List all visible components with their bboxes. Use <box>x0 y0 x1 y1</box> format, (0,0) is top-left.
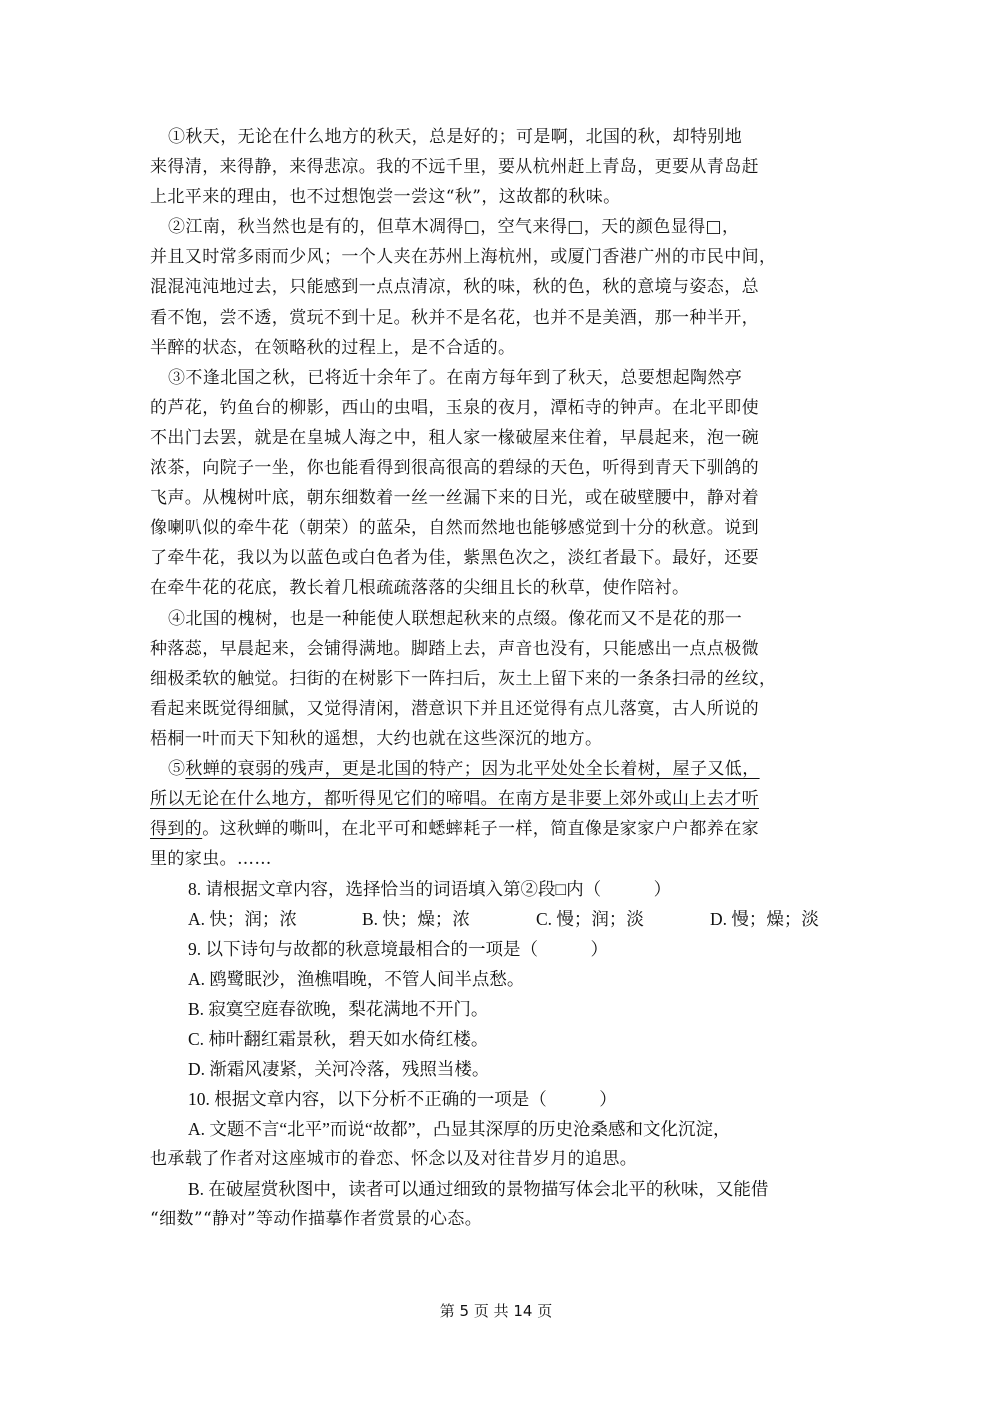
text-line: ②江南，秋当然也是有的，但草木凋得□，空气来得□，天的颜色显得□， <box>168 217 740 238</box>
question-8 <box>150 874 840 934</box>
option-b-continued: “细数”“静对”等动作描摹作者赏景的心态。 <box>150 1209 483 1230</box>
plain-text: 。这秋蝉的嘶叫，在北平可和蟋蟀耗子一样，简直像是家家户户都养在家 <box>202 819 760 840</box>
question-stem: 10. 根据文章内容，以下分析不正确的一项是（ ） <box>188 1089 617 1110</box>
text-line: 看起来既觉得细腻，又觉得清闲，潜意识下并且还觉得有点儿落寞，古人所说的 <box>150 698 759 719</box>
text-line: 来得清，来得静，来得悲凉。我的不远千里，要从杭州赶上青岛，更要从青岛赶 <box>150 157 759 178</box>
question-9 <box>150 934 840 1084</box>
text-line: 混混沌沌地过去，只能感到一点点清凉，秋的味，秋的色，秋的意境与姿态，总 <box>150 277 759 298</box>
option-row <box>150 904 840 934</box>
text-line: 在牵牛花的花底，教长着几根疏疏落落的尖细且长的秋草，使作陪衬。 <box>150 578 690 599</box>
text-line: 上北平来的理由，也不过想饱尝一尝这“秋”，这故都的秋味。 <box>150 187 621 208</box>
text-line: 了牵牛花，我以为以蓝色或白色者为佳，紫黑色次之，淡红者最下。最好，还要 <box>150 548 759 569</box>
underlined-text: 秋蝉的衰弱的残声，更是北国的特产；因为北平处处全长着树，屋子又低， <box>185 758 760 779</box>
option-b: B. 寂寞空庭春欲晚，梨花满地不开门。 <box>188 999 489 1020</box>
underlined-text: 得到的 <box>150 819 203 840</box>
text-line: 种落蕊，早晨起来，会铺得满地。脚踏上去，声音也没有，只能感出一点点极微 <box>150 638 759 659</box>
text-line: ④北国的槐树，也是一种能使人联想起秋来的点缀。像花而又不是花的那一 <box>168 608 743 629</box>
text-line: 里的家虫。…… <box>150 849 272 870</box>
underlined-text: 所以无论在什么地方，都听得见它们的啼唱。在南方是非要上郊外或山上去才听 <box>150 789 759 810</box>
paragraph-number: ⑤ <box>168 758 186 779</box>
paragraph-5 <box>150 754 840 874</box>
text-line: 细极柔软的触觉。扫街的在树影下一阵扫后，灰土上留下来的一条条扫帚的丝纹， <box>150 668 777 689</box>
paragraph-3 <box>150 363 840 604</box>
text-line: ①秋天，无论在什么地方的秋天，总是好的；可是啊，北国的秋，却特别地 <box>168 127 743 147</box>
paragraph-1 <box>150 122 840 212</box>
option-c: C. 慢；润；淡 <box>536 909 644 930</box>
question-stem: 9. 以下诗句与故都的秋意境最相合的一项是（ ） <box>188 939 608 960</box>
option-d: D. 渐霜风凄紧，关河冷落，残照当楼。 <box>188 1059 490 1080</box>
question-10 <box>150 1084 840 1234</box>
text-line: ③不逢北国之秋，已将近十余年了。在南方每年到了秋天，总要想起陶然亭 <box>168 367 743 388</box>
option-b: B. 在破屋赏秋图中，读者可以通过细致的景物描写体会北平的秋味，又能借 <box>188 1179 769 1200</box>
paragraph-4 <box>150 604 840 754</box>
option-a-continued: 也承载了作者对这座城市的眷恋、怀念以及对往昔岁月的追思。 <box>150 1149 638 1170</box>
option-b: B. 快；燥；浓 <box>362 909 470 930</box>
text-line: 看不饱，尝不透，赏玩不到十足。秋并不是名花，也并不是美酒，那一种半开， <box>150 307 759 328</box>
option-a: A. 快；润；浓 <box>188 909 297 930</box>
question-stem: 8. 请根据文章内容，选择恰当的词语填入第②段□内（ ） <box>188 879 672 900</box>
text-line: 像喇叭似的牵牛花（朝荣）的蓝朵，自然而然地也能够感觉到十分的秋意。说到 <box>150 518 759 539</box>
page-footer: 第 5 页 共 14 页 <box>439 1302 553 1320</box>
option-d: D. 慢；燥；淡 <box>710 909 819 930</box>
text-line: 飞声。从槐树叶底，朝东细数着一丝一丝漏下来的日光，或在破壁腰中，静对着 <box>150 488 759 509</box>
text-line <box>150 814 840 844</box>
text-line: 并且又时常多雨而少风；一个人夹在苏州上海杭州，或厦门香港广州的市民中间， <box>150 247 777 268</box>
text-line: 浓茶，向院子一坐，你也能看得到很高很高的碧绿的天色，听得到青天下驯鸽的 <box>150 458 759 479</box>
text-line: 半醉的状态，在领略秋的过程上，是不合适的。 <box>150 337 516 358</box>
document-page <box>150 122 840 1235</box>
option-a: A. 鸥鹭眠沙，渔樵唱晚，不管人间半点愁。 <box>188 969 525 990</box>
text-line <box>150 784 840 814</box>
text-line: 不出门去罢，就是在皇城人海之中，租人家一椽破屋来住着，早晨起来，泡一碗 <box>150 427 759 448</box>
option-c: C. 柿叶翻红霜景秋，碧天如水倚红楼。 <box>188 1029 489 1050</box>
text-line: 梧桐一叶而天下知秋的遥想，大约也就在这些深沉的地方。 <box>150 728 603 749</box>
paragraph-2 <box>150 212 840 362</box>
text-line: 的芦花，钓鱼台的柳影，西山的虫唱，玉泉的夜月，潭柘寺的钟声。在北平即使 <box>150 397 759 418</box>
text-line <box>150 754 840 784</box>
option-a: A. 文题不言“北平”而说“故都”，凸显其深厚的历史沧桑感和文化沉淀， <box>188 1119 731 1140</box>
